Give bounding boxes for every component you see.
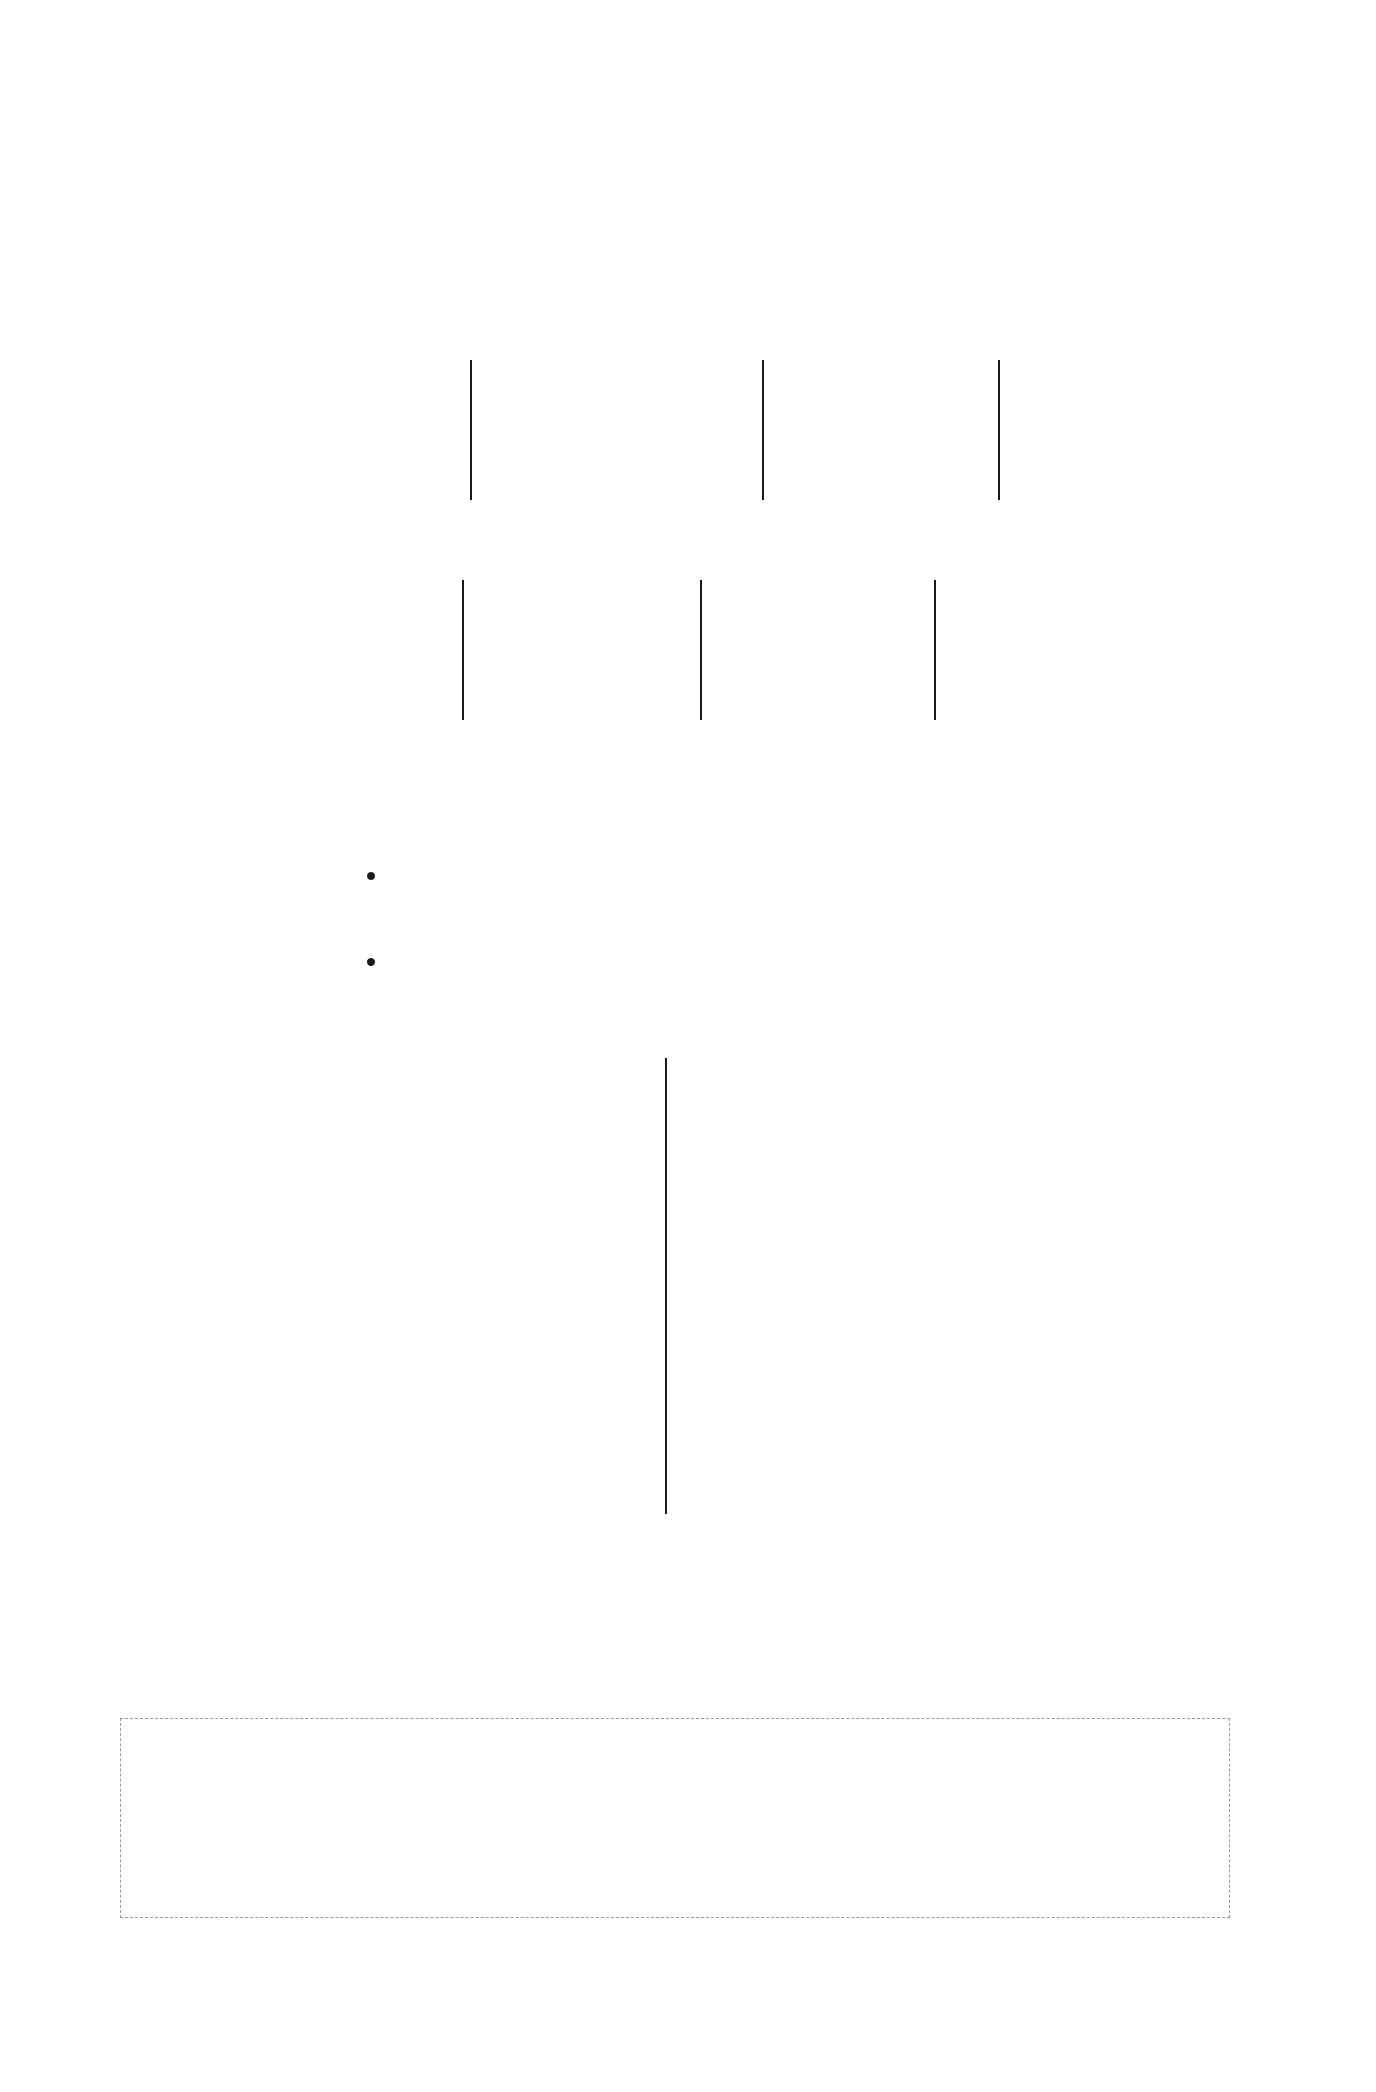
emphasis-dot xyxy=(367,958,375,966)
section-2-row-1 xyxy=(236,585,944,639)
joke-paragraph-placeholder xyxy=(120,1718,1230,1918)
column-divider xyxy=(462,580,464,720)
emphasis-dot xyxy=(367,872,375,880)
riddle-divider xyxy=(665,1058,667,1514)
column-divider xyxy=(762,360,764,500)
column-divider xyxy=(998,360,1000,500)
section-2-row-2 xyxy=(236,668,944,722)
column-divider xyxy=(700,580,702,720)
column-divider xyxy=(470,360,472,500)
column-divider xyxy=(934,580,936,720)
section-1-row-1 xyxy=(236,362,1023,416)
section-1-row-2 xyxy=(236,445,1023,499)
